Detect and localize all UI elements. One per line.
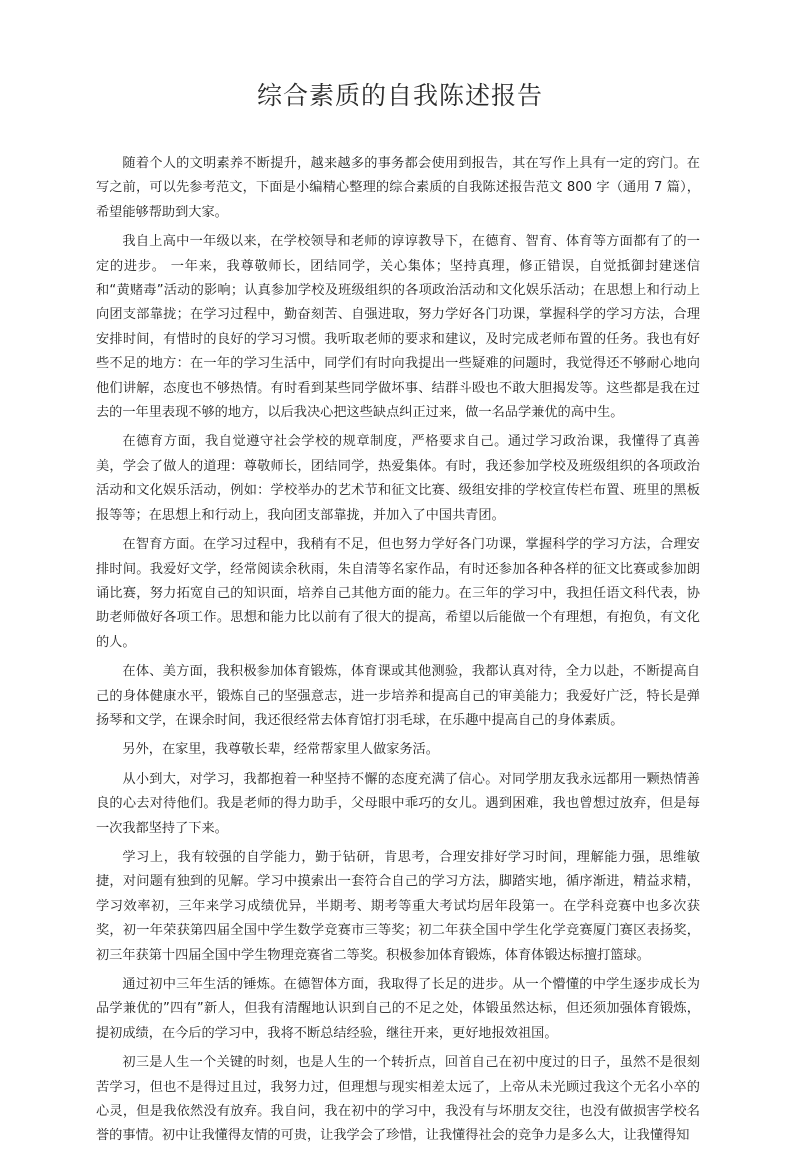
paragraph-intellectual: 在智育方面。在学习过程中，我稍有不足，但也努力学好各门功课，掌握科学的学习方法，合理安排时间。我爱好文学，经常阅读余秋雨，朱自清等名家作品，有时还参加各种各样的征文比赛或参加朗诵比赛，努力拓宽自己的知识面，培养自己其他方面的能力。在三年的学习中，我担任语文科代表，协助老师做好各项工作。思想和能力比以前有了很大的提高，希望以后能做一个有理想，有抱负，有文化的人。 bbox=[96, 537, 700, 650]
paragraph-intro: 随着个人的文明素养不断提升，越来越多的事务都会使用到报告，其在写作上具有一定的窍门。在写之前，可以先参考范文，下面是小编精心整理的综合素质的自我陈述报告范文 800 字（通用 7 篇），希望能够帮助到大家。 bbox=[96, 156, 700, 220]
paragraph-attitude: 从小到大，对学习，我都抱着一种坚持不懈的态度充满了信心。对同学朋友我永远都用一颗热情善良的心去对待他们。我是老师的得力助手，父母眼中乖巧的女儿。遇到困难，我也曾想过放弃，但是每一次我都坚持了下来。 bbox=[96, 771, 700, 836]
paragraph-grade-one: 我自上高中一年级以来，在学校领导和老师的谆谆教导下，在德育、智育、体育等方面都有了的一定的进步。 一年来，我尊敬师长，团结同学，关心集体；坚持真理，修正错误，自觉抵御封建迷信和“黄赌毒”活动的影响；认真参加学校及班级组织的各项政治活动和文化娱乐活动；在思想上和行动上向团支部靠拢；在学习过程中，勤奋刻苦、自强进取，努力学好各门功课，掌握科学的学习方法，合理安排时间，有惜时的良好的学习习惯。我听取老师的要求和建议，及时完成老师布置的任务。我也有好些不足的地方：在一年的学习生活中，同学们有时向我提出一些疑难的问题时，我觉得还不够耐心地向他们讲解，态度也不够热情。有时看到某些同学做坏事、结群斗殴也不敢大胆揭发等。这些都是我在过去的一年里表现不够的地方，以后我决心把这些缺点纠正过来，做一名品学兼优的高中生。 bbox=[96, 234, 700, 421]
paragraph-junior-three: 初三是人生一个关键的时刻，也是人生的一个转折点，回首自己在初中度过的日子，虽然不是很刻苦学习，但也不是得过且过，我努力过，但理想与现实相差太远了，上帝从未光顾过我这个无名小卒的心灵，但是我依然没有放弃。我自问，我在初中的学习中，我没有与坏朋友交往，也没有做损害学校名誉的事情。初中让我懂得友情的可贵，让我学会了珍惜，让我懂得社会的竞争力是多么大，让我懂得知 bbox=[96, 1055, 700, 1144]
document-body bbox=[96, 152, 700, 1154]
paragraph-physical-aesthetic: 在体、美方面，我积极参加体育锻炼，体育课或其他测验，我都认真对待，全力以赴，不断提高自己的身体健康水平，锻炼自己的坚强意志，进一步培养和提高自己的审美能力；我爱好广泛，特长是弹扬琴和文学，在课余时间，我还很经常去体育馆打羽毛球，在乐趣中提高自己的身体素质。 bbox=[96, 664, 700, 728]
paragraph-study: 学习上，我有较强的自学能力，勤于钻研，肯思考，合理安排好学习时间，理解能力强，思维敏捷，对问题有独到的见解。学习中摸索出一套符合自己的学习方法，脚踏实地，循序渐进，精益求精，学习效率初，三年来学习成绩优异，半期考、期考等重大考试均居年段第一。在学科竞赛中也多次获奖，初一年荣获第四届全国中学生数学竞赛市三等奖；初二年获全国中学生化学竞赛厦门赛区表扬奖，初三年获第十四届全国中学生物理竞赛省二等奖。积极参加体育锻炼，体育体锻达标擅打篮球。 bbox=[96, 849, 700, 963]
paragraph-home: 另外，在家里，我尊敬长辈，经常帮家里人做家务活。 bbox=[122, 742, 439, 758]
document-title: 综合素质的自我陈述报告 bbox=[256, 81, 543, 110]
paragraph-moral: 在德育方面，我自觉遵守社会学校的规章制度，严格要求自己。通过学习政治课，我懂得了真善美，学会了做人的道理：尊敬师长，团结同学，热爱集体。有时，我还参加学校及班级组织的各项政治活动和文化娱乐活动，例如：学校举办的艺术节和征文比赛、级组安排的学校宣传栏布置、班里的黑板报等等；在思想上和行动上，我向团支部靠拢，并加入了中国共青团。 bbox=[96, 434, 700, 523]
paragraph-junior-three-years: 通过初中三年生活的锤炼。在德智体方面，我取得了长足的进步。从一个懵懂的中学生逐步成长为品学兼优的”四有”新人，但我有清醒地认识到自己的不足之处，体锻虽然达标，但还须加强体育锻炼，提初成绩，在今后的学习中，我将不断总结经验，继往开来，更好地报效祖国。 bbox=[96, 977, 700, 1041]
